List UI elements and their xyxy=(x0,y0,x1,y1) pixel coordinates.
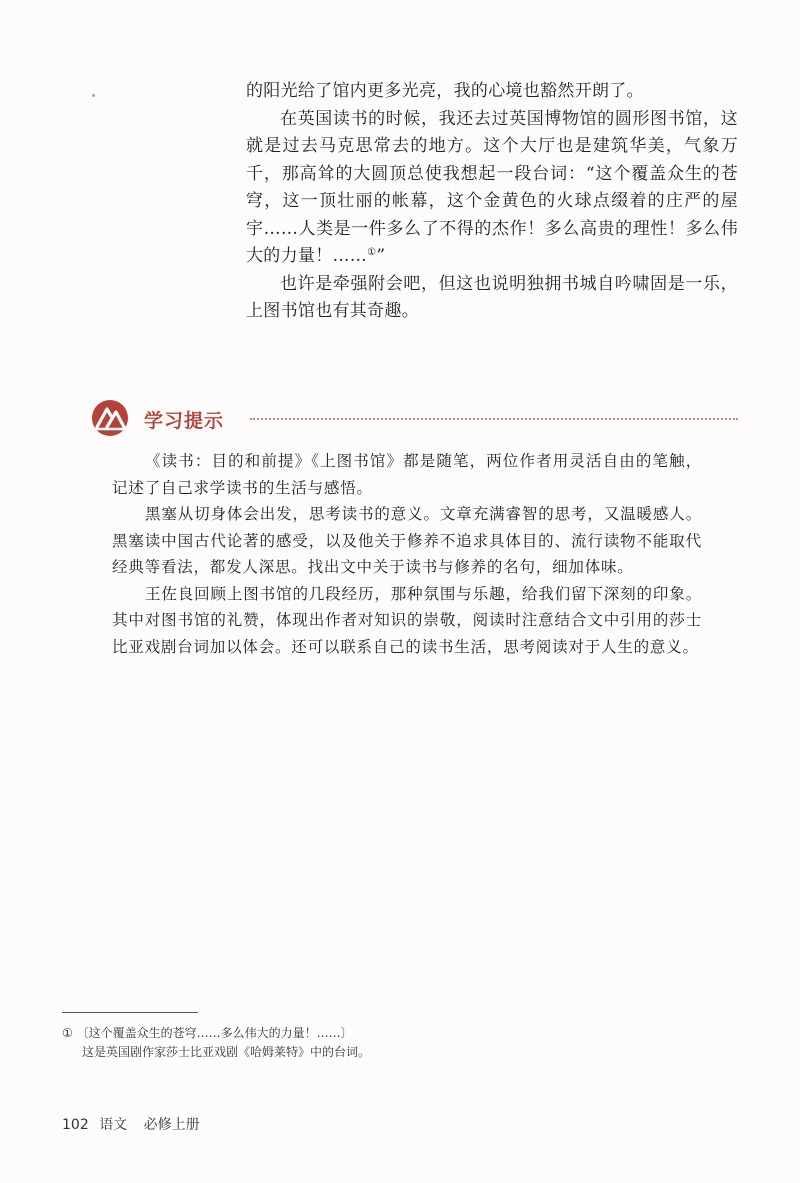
footnote-quote: 〔这个覆盖众生的苍穹……多么伟大的力量！……〕 xyxy=(76,1026,353,1040)
footnote-reference[interactable]: ① xyxy=(367,247,377,258)
page-footer xyxy=(62,1114,200,1134)
main-paragraph-3: 也许是牵强附会吧，但这也说明独拥书城自吟啸固是一乐，上图书馆也有其奇趣。 xyxy=(246,273,738,321)
study-tips-title: 学习提示 xyxy=(144,410,225,432)
book-name: 语文 xyxy=(99,1117,128,1133)
page-number: 102 xyxy=(62,1117,89,1133)
footnote-marker: ① xyxy=(62,1026,73,1040)
tips-paragraph-2: 黑塞从切身体会出发，思考读书的意义。文章充满睿智的思考，又温暖感人。黑塞读中国古代论著的感受，以及他关于修养不追求具体目的、流行读物不能取代经典等看法，都发人深思。找出文中关于读书与修养的名句，细加体味。 xyxy=(112,505,702,576)
footnote-line-2: 这是英国剧作家莎士比亚戏剧《哈姆莱特》中的台词。 xyxy=(82,1045,371,1059)
volume-name: 必修上册 xyxy=(143,1117,200,1133)
main-paragraph-2-text: 在英国读书的时候，我还去过英国博物馆的圆形图书馆，这就是过去马克思常去的地方。这个大厅也是建筑华美，气象万千，那高耸的大圆顶总使我想起一段台词：“这个覆盖众生的苍穹，这一顶壮丽的帐幕，这个金黄色的火球点缀着的庄严的屋宇……人类是一件多么了不得的杰作！多么高贵的理性！多么伟大的力量！…… xyxy=(246,108,738,266)
study-tips-body xyxy=(112,448,702,660)
main-text xyxy=(246,78,738,326)
main-paragraph-1: 的阳光给了馆内更多光亮，我的心境也豁然开朗了。 xyxy=(246,81,644,101)
footnote-divider xyxy=(62,1012,198,1013)
decorative-dot xyxy=(92,94,95,97)
dotted-divider xyxy=(250,418,738,420)
study-tips-header xyxy=(90,398,738,438)
closing-quote: ” xyxy=(376,246,386,266)
tips-paragraph-1: 《读书：目的和前提》《上图书馆》都是随笔，两位作者用灵活自由的笔触，记述了自己求学读书的生活与感悟。 xyxy=(112,452,702,497)
study-tips-icon xyxy=(90,398,130,438)
footnote-line-1 xyxy=(62,1024,662,1043)
footnote xyxy=(62,1024,662,1062)
tips-paragraph-3: 王佐良回顾上图书馆的几段经历，那种氛围与乐趣，给我们留下深刻的印象。其中对图书馆的礼赞，体现出作者对知识的崇敬，阅读时注意结合文中引用的莎士比亚戏剧台词加以体会。还可以联系自己的读书生活，思考阅读对于人生的意义。 xyxy=(112,584,702,656)
main-paragraph-2 xyxy=(246,106,738,271)
